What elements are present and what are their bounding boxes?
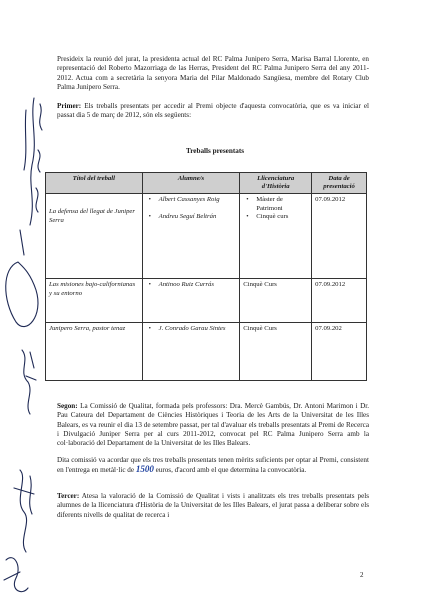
row-title: Junipero Serra, pastor tenaz <box>46 323 143 381</box>
signature-stroke <box>14 476 34 514</box>
signature-stroke <box>26 352 36 380</box>
header-title: Títol del treball <box>46 173 143 194</box>
row-degree <box>240 194 312 279</box>
signature-stroke <box>6 262 38 327</box>
intro-text: Presideix la reunió del jurat, la presidenta actual del RC Palma Junipero Serra, Marisa Barral Llorente, en representació del Roberto Mazorriaga de las Herras, President del RC Palma Junipero Serra del any 2011-2012. Actua com a secretària la senyora Maria del Pilar Maldonado Sangüesa, membre del Rotary Club Palma Junipero Serra. <box>57 55 369 91</box>
signature-stroke <box>24 98 34 225</box>
tercer-text: Atesa la valoració de la Comissió de Qualitat i vists i analitzats els tres treballs presentats pels alumnes de la llicenciatura d'Història de la Universitat de les Illes Balears, el jurat passa a deliberar sobre els diferents nivells de qualitat de recerca i <box>57 492 369 519</box>
table-row <box>46 323 367 381</box>
row-students <box>142 323 240 381</box>
student-name: • J. Conrado Garau Sintes <box>155 325 237 334</box>
signature-stroke <box>22 350 30 414</box>
primer-paragraph <box>57 102 369 121</box>
row-degree: Cinquè Curs <box>240 323 312 381</box>
row-degree: Cinquè Curs <box>240 279 312 323</box>
table-header-row <box>46 173 367 194</box>
page-number: 2 <box>360 571 364 579</box>
primer-label: Primer: <box>57 102 82 110</box>
tercer-label: Tercer: <box>57 492 80 500</box>
degree-item: • Cinquè curs <box>252 213 308 222</box>
student-name: • Andreu Seguí Beltrán <box>155 213 237 222</box>
row-students <box>142 194 240 279</box>
segon-paragraph <box>57 402 369 448</box>
header-degree: Llicenciatura d'Història <box>240 173 312 194</box>
row-date: 07.09.2012 <box>312 194 367 279</box>
student-name: • Albert Cassanyes Roig <box>155 196 237 205</box>
prize-amount: 1500 <box>135 464 154 475</box>
tercer-paragraph <box>57 492 369 520</box>
header-students: Alumne/s <box>142 173 240 194</box>
signature-stroke <box>36 104 42 212</box>
row-title: La defensa del llegat de Juniper Serra <box>46 194 143 279</box>
signature-stroke <box>4 558 28 592</box>
row-date: 07.09.2012 <box>312 279 367 323</box>
primer-text: Els treballs presentats per accedir al Premi objecte d'aquesta convocatòria, que es va iniciar el passat dia 5 de març de 2012, són els següents: <box>57 102 369 120</box>
margin-signatures <box>0 0 60 600</box>
signature-stroke <box>20 230 24 255</box>
prize-text-after: euros, d'acord amb el que determina la convocatòria. <box>153 466 307 475</box>
prize-text-before: Dita comissió va acordar que els tres treballs presentats tenen mèrits suficients per optar al Premi, consistent en l'entrega en metàl·lic de <box>57 456 369 475</box>
header-date: Data de presentació <box>312 173 367 194</box>
segon-label: Segon: <box>57 402 78 410</box>
table-row <box>46 194 367 279</box>
table-row <box>46 279 367 323</box>
table-title: Treballs presentats <box>185 147 245 155</box>
degree-item: • Màster de Patrimoni <box>252 196 308 213</box>
row-title: Las misiones bajo-californianas y su entorno <box>46 279 143 323</box>
intro-paragraph <box>57 55 369 92</box>
prize-paragraph <box>57 456 369 476</box>
signature-stroke <box>20 470 27 552</box>
row-students <box>142 279 240 323</box>
works-table <box>45 172 367 381</box>
segon-text: La Comissió de Qualitat, formada pels professors: Dra. Mercè Gambús, Dr. Antoni Marimon i Dr. Pau Cateura del Departament de Ciències Històriques i Teoria de les Arts de la Universitat de les Illes Balears, es va reunir el dia 13 de setembre passat, per tal d'avaluar els treballs presentats al Premi de Recerca i Divulgació Juniper Serra per al curs 2011-2012, convocat pel RC Palma Junipero Serra amb la col·laboració del Departament de la Universitat de les Illes Balears. <box>57 402 369 448</box>
student-name: • Antinoo Ruiz Currás <box>155 281 237 290</box>
row-date: 07.09.202 <box>312 323 367 381</box>
